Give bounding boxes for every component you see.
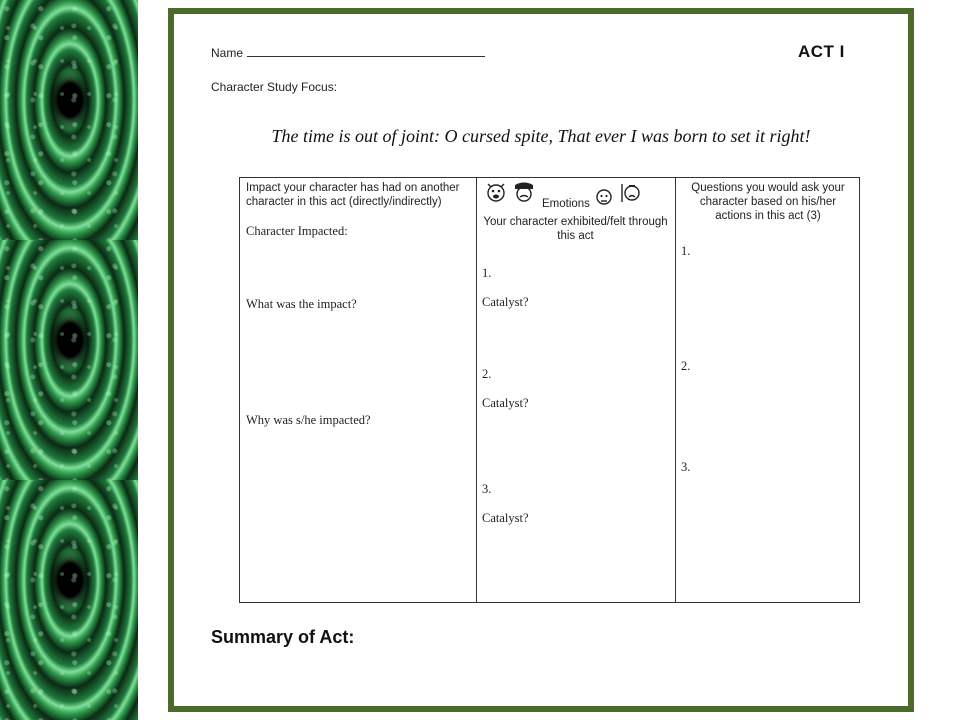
name-field	[211, 46, 485, 60]
question-item-3: 3.	[681, 460, 691, 474]
worried-face-icon	[592, 184, 616, 208]
question-item-1: 1.	[681, 244, 691, 258]
decorative-swirl-strip	[0, 0, 138, 720]
emotions-label: Emotions	[542, 198, 590, 210]
emotion-item-2-catalyst: Catalyst?	[482, 396, 529, 410]
impact-prompt: What was the impact?	[246, 297, 357, 311]
emotion-item-2-number: 2.	[482, 367, 492, 381]
shouting-face-icon	[484, 180, 508, 204]
question-item-2: 2.	[681, 359, 691, 373]
swirl-image	[0, 480, 138, 720]
emotion-item-1-catalyst: Catalyst?	[482, 295, 529, 309]
emotion-item-3-catalyst: Catalyst?	[482, 511, 529, 525]
why-impacted-prompt: Why was s/he impacted?	[246, 413, 371, 427]
impact-column	[240, 178, 477, 602]
angry-face-icon	[512, 180, 536, 204]
name-blank-line	[247, 47, 485, 57]
emotions-column	[476, 178, 676, 602]
character-focus-label: Character Study Focus:	[211, 80, 338, 94]
emotion-item-3-number: 3.	[482, 482, 492, 496]
act-title: ACT I	[798, 42, 845, 61]
worksheet-frame	[168, 8, 914, 712]
emotions-column-header: Your character exhibited/felt through this act	[483, 216, 668, 242]
emotion-item-1-number: 1.	[482, 266, 492, 280]
name-label: Name	[211, 46, 244, 60]
summary-heading: Summary of Act:	[211, 627, 355, 647]
swirl-image	[0, 240, 138, 480]
character-study-table	[239, 177, 860, 603]
impact-column-header: Impact your character has had on another character in this act (directly/indirectly)	[246, 182, 460, 208]
questions-column	[675, 178, 859, 602]
quote: The time is out of joint: O cursed spite, That ever I was born to set it right!	[271, 126, 811, 146]
swirl-image	[0, 0, 138, 240]
character-impacted-prompt: Character Impacted:	[246, 224, 348, 238]
questions-column-header: Questions you would ask your character based on his/her actions in this act (3)	[691, 182, 845, 222]
sad-face-icon	[618, 180, 642, 204]
